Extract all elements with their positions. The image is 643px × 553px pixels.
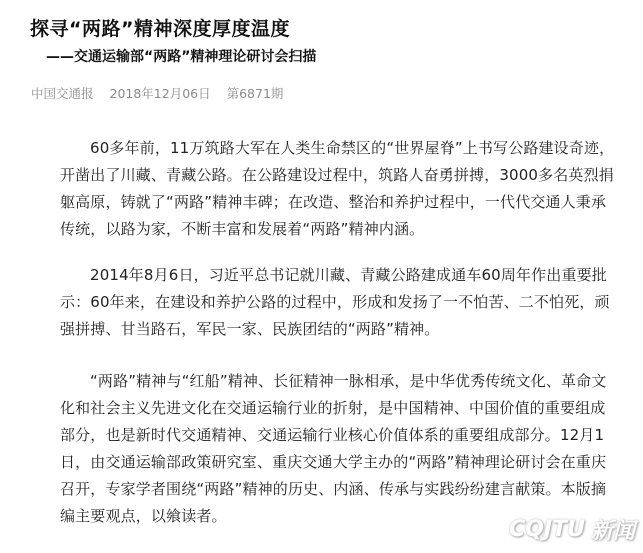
source-name: 中国交通报 [31, 86, 94, 101]
paragraph: “两路”精神与“红船”精神、长征精神一脉相承，是中华优秀传统文化、革命文化和社会主义先进文化在交通运输行业的折射，是中国精神、中国价值的重要组成部分，也是新时代交通精神、交通运输行业核心价值体系的重要组成部分。12月1日，由交通运输部政策研究室、重庆交通大学主办的“两路”精神理论研讨会在重庆召开，专家学者围绕“两路”精神的历史、内涵、传承与实践纷纷建言献策。本版摘编主要观点，以飨读者。 [60, 372, 607, 525]
publish-date: 2018年12月06日 [109, 86, 211, 101]
watermark-chinese: 新闻 [590, 519, 635, 544]
paragraph: 2014年8月6日，习近平总书记就川藏、青藏公路建成通车60周年作出重要批示：60年来，在建设和养护公路的过程中，形成和发扬了一不怕苦、二不怕死，顽强拼搏、甘当路石，军民一家、民族团结的“两路”精神。 [60, 266, 610, 338]
cqjtu-news-watermark [509, 514, 635, 545]
article-title: 探寻“两路”精神深度厚度温度 [30, 18, 290, 40]
paragraph: 60多年前，11万筑路大军在人类生命禁区的“世界屋脊”上书写公路建设奇迹，开凿出了川藏、青藏公路。在公路建设过程中，筑路人奋勇拼搏，3000多名英烈捐躯高原，铸就了“两路”精神丰碑；在改造、整治和养护过程中，一代代交通人秉承传统，以路为家，不断丰富和发展着“两路”精神内涵。 [60, 139, 615, 238]
watermark-latin: CQJTU [509, 517, 585, 542]
article-subtitle: ——交通运输部“两路”精神理论研讨会扫描 [46, 49, 317, 65]
article-meta [31, 84, 283, 102]
issue-number: 第6871期 [226, 86, 284, 101]
